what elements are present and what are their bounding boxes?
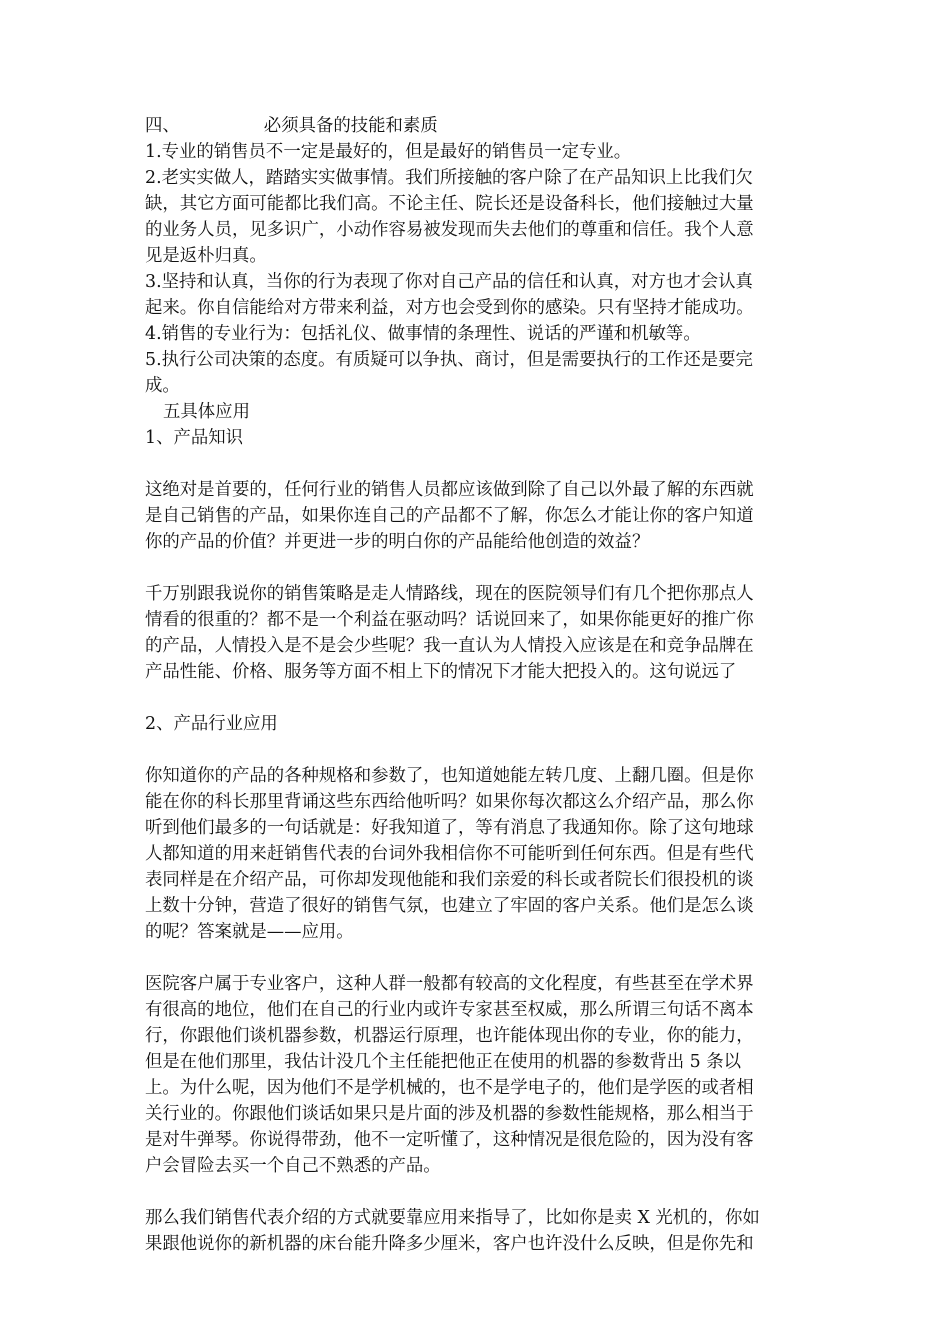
section-4-line: 缺，其它方面可能都比我们高。不论主任、院长还是设备科长，他们接触过大量 [145, 194, 754, 214]
paragraph-line: 表同样是在介绍产品，可你却发现他能和我们亲爱的科长或者院长们很投机的谈 [145, 870, 754, 890]
paragraph-line: 行，你跟他们谈机器参数，机器运行原理，也许能体现出你的专业，你的能力， [145, 1026, 754, 1046]
paragraph-line: 但是在他们那里，我估计没几个主任能把他正在使用的机器的参数背出 5 条以 [145, 1052, 742, 1072]
paragraph-line: 是对牛弹琴。你说得带劲，他不一定听懂了，这种情况是很危险的，因为没有客 [145, 1130, 754, 1150]
paragraph-line: 上数十分钟，营造了很好的销售气氛，也建立了牢固的客户关系。他们是怎么谈 [145, 896, 754, 916]
section-5-heading: 五具体应用 [163, 402, 250, 422]
paragraph-line: 果跟他说你的新机器的床台能升降多少厘米，客户也许没什么反映，但是你先和 [145, 1234, 754, 1254]
paragraph-line: 这绝对是首要的，任何行业的销售人员都应该做到除了自己以外最了解的东西就 [145, 480, 754, 500]
subheading-industry-application: 2、产品行业应用 [145, 714, 278, 734]
section-4-line: 成。 [145, 376, 180, 396]
section-4-line: 1.专业的销售员不一定是最好的，但是最好的销售员一定专业。 [145, 142, 632, 162]
paragraph-line: 是自己销售的产品，如果你连自己的产品都不了解，你怎么才能让你的客户知道 [145, 506, 754, 526]
section-4-line: 的业务人员，见多识广，小动作容易被发现而失去他们的尊重和信任。我个人意 [145, 220, 754, 240]
section-4-line: 4.销售的专业行为：包括礼仪、做事情的条理性、说话的严谨和机敏等。 [145, 324, 701, 344]
paragraph-line: 的呢？答案就是——应用。 [145, 922, 354, 942]
section-4-line: 见是返朴归真。 [145, 246, 267, 266]
paragraph-line: 能在你的科长那里背诵这些东西给他听吗？如果你每次都这么介绍产品，那么你 [145, 792, 754, 812]
paragraph-line: 你的产品的价值？并更进一步的明白你的产品能给他创造的效益？ [145, 532, 650, 552]
paragraph-line: 医院客户属于专业客户，这种人群一般都有较高的文化程度，有些甚至在学术界 [145, 974, 754, 994]
paragraph-line: 人都知道的用来赶销售代表的台词外我相信你不可能听到任何东西。但是有些代 [145, 844, 754, 864]
section-4-line: 3.坚持和认真，当你的行为表现了你对自己产品的信任和认真，对方也才会认真 [145, 272, 753, 292]
paragraph-line: 你知道你的产品的各种规格和参数了，也知道她能左转几度、上翻几圈。但是你 [145, 766, 754, 786]
section-4-line: 5.执行公司决策的态度。有质疑可以争执、商讨，但是需要执行的工作还是要完 [145, 350, 753, 370]
paragraph-line: 情看的很重的？都不是一个利益在驱动吗？话说回来了，如果你能更好的推广你 [145, 610, 754, 630]
paragraph-line: 上。为什么呢，因为他们不是学机械的，也不是学电子的，他们是学医的或者相 [145, 1078, 754, 1098]
paragraph-line: 千万别跟我说你的销售策略是走人情路线，现在的医院领导们有几个把你那点人 [145, 584, 754, 604]
section-4-line: 2.老实实做人，踏踏实实做事情。我们所接触的客户除了在产品知识上比我们欠 [145, 168, 753, 188]
paragraph-line: 那么我们销售代表介绍的方式就要靠应用来指导了，比如你是卖 X 光机的，你如 [145, 1208, 760, 1228]
section-4-heading [145, 113, 815, 139]
paragraph-line: 的产品，人情投入是不是会少些呢？我一直认为人情投入应该是在和竞争品牌在 [145, 636, 754, 656]
paragraph-line: 有很高的地位，他们在自己的行业内或许专家甚至权威，那么所谓三句话不离本 [145, 1000, 754, 1020]
paragraph-line: 户会冒险去买一个自己不熟悉的产品。 [145, 1156, 441, 1176]
paragraph-line: 听到他们最多的一句话就是：好我知道了，等有消息了我通知你。除了这句地球 [145, 818, 754, 838]
paragraph-line: 关行业的。你跟他们谈话如果只是片面的涉及机器的参数性能规格，那么相当于 [145, 1104, 754, 1124]
section-4-line: 起来。你自信能给对方带来利益，对方也会受到你的感染。只有坚持才能成功。 [145, 298, 754, 318]
section-4-number: 四、 [145, 116, 180, 136]
paragraph-line: 产品性能、价格、服务等方面不相上下的情况下才能大把投入的。这句说远了 [145, 662, 737, 682]
subheading-product-knowledge: 1、产品知识 [145, 428, 244, 448]
section-4-title: 必须具备的技能和素质 [263, 116, 438, 136]
